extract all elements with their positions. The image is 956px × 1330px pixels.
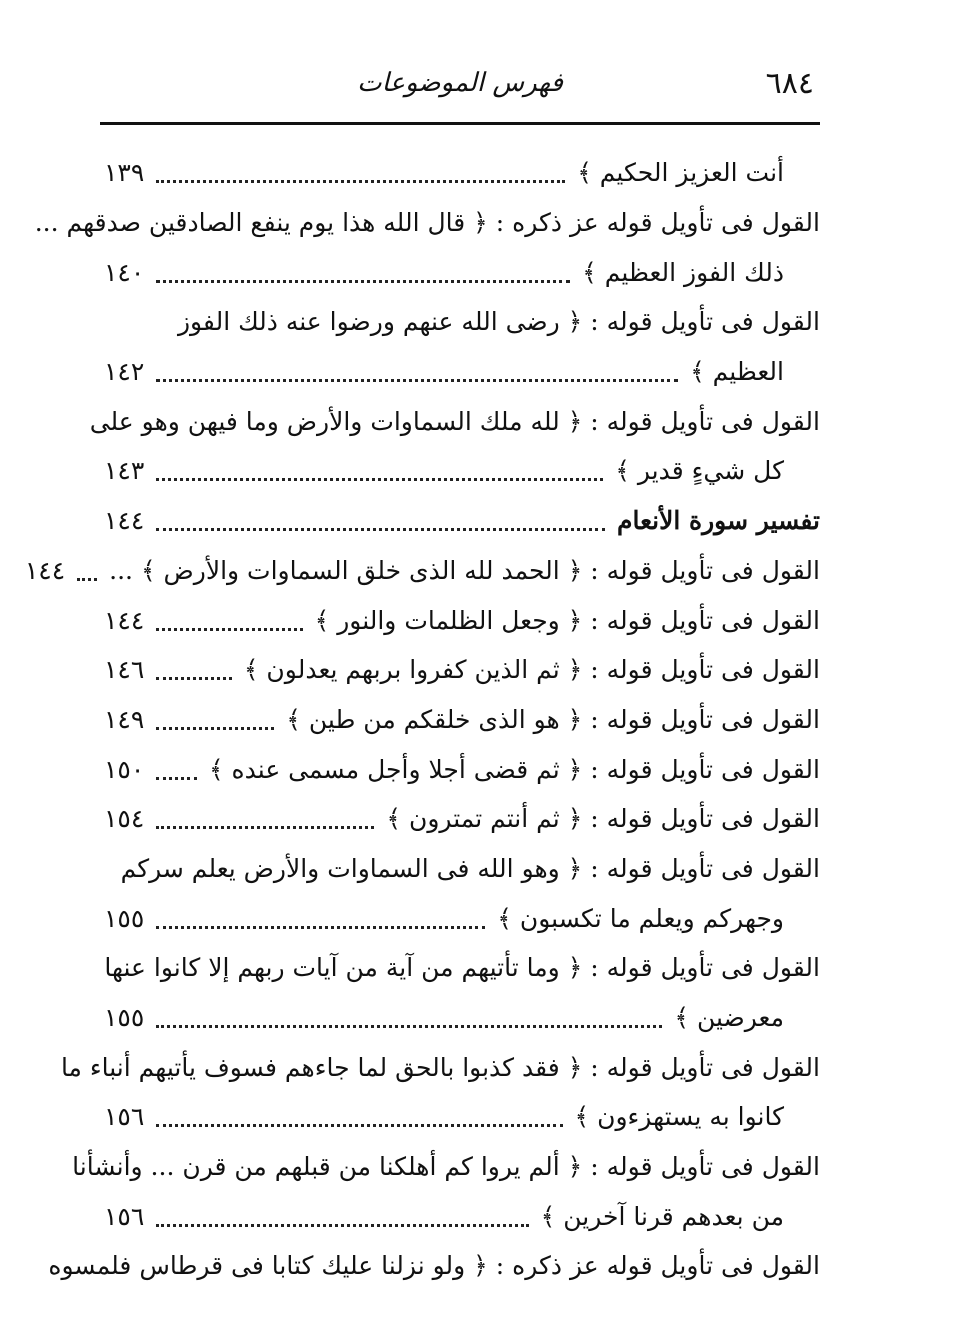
entry-page: ١٤٤ bbox=[104, 506, 145, 536]
entry-page: ١٣٩ bbox=[104, 158, 145, 188]
entry-text: القول فى تأويل قوله : ﴿ فقد كذبوا بالحق لما جاءهم فسوف يأتيهم أنباء ما bbox=[60, 1052, 820, 1082]
entry-text: القول فى تأويل قوله : ﴿ وجعل الظلمات والنور ﴾ bbox=[314, 605, 820, 635]
entry-text: القول فى تأويل قوله : ﴿ ثم قضى أجلا وأجل مسمى عنده ﴾ bbox=[208, 754, 820, 784]
entry-text: القول فى تأويل قوله : ﴿ ثم الذين كفروا بربهم يعدلون ﴾ bbox=[243, 655, 820, 685]
toc-entry bbox=[100, 794, 820, 844]
toc-entry bbox=[89, 396, 820, 446]
entry-page: ١٤٦ bbox=[104, 655, 145, 685]
entry-page: ١٤٣ bbox=[104, 456, 145, 486]
entry-text: العظيم ﴾ bbox=[690, 357, 784, 387]
toc-entry bbox=[100, 1191, 820, 1241]
entry-text: القول فى تأويل قوله : ﴿ ألم يروا كم أهلكنا من قبلهم من قرن ... وأنشأنا bbox=[72, 1152, 820, 1182]
entry-text: القول فى تأويل قوله : ﴿ هو الذى خلقكم من طين ﴾ bbox=[286, 704, 820, 734]
entry-text: معرضين ﴾ bbox=[674, 1003, 784, 1033]
entry-page: ١٤٠ bbox=[104, 257, 145, 287]
page-header bbox=[100, 58, 820, 125]
entry-page: ١٤٩ bbox=[104, 704, 145, 734]
toc-entry bbox=[100, 645, 820, 695]
entry-text: كانوا به يستهزءون ﴾ bbox=[574, 1102, 784, 1132]
entry-page: ١٥٤ bbox=[104, 804, 145, 834]
toc-entry bbox=[100, 247, 820, 297]
entry-page: ١٥٥ bbox=[104, 1003, 145, 1033]
page-number: ٦٨٤ bbox=[765, 66, 814, 101]
dot-leader bbox=[156, 727, 274, 730]
dot-leader bbox=[156, 677, 232, 680]
entry-text: القول فى تأويل قوله عز ذكره : ﴿ قال الله هذا يوم ينفع الصادقين صدقهم ... bbox=[34, 208, 820, 238]
dot-leader bbox=[77, 578, 97, 581]
toc-entry bbox=[100, 744, 820, 794]
dot-leader bbox=[156, 280, 570, 283]
toc-entry bbox=[100, 595, 820, 645]
dot-leader bbox=[156, 1224, 528, 1227]
entry-page: ١٥٦ bbox=[104, 1102, 145, 1132]
toc-entry bbox=[34, 198, 820, 248]
toc-entry bbox=[100, 893, 820, 943]
dot-leader bbox=[156, 379, 678, 382]
table-of-contents bbox=[24, 148, 820, 1291]
toc-entry bbox=[100, 695, 820, 745]
toc-entry bbox=[100, 993, 820, 1043]
entry-text: القول فى تأويل قوله : ﴿ رضى الله عنهم ورضوا عنه ذلك الفوز bbox=[177, 307, 820, 337]
dot-leader bbox=[156, 1124, 562, 1127]
entry-page: ١٤٢ bbox=[104, 357, 145, 387]
running-title: فهرس الموضوعات bbox=[357, 68, 563, 98]
toc-section-heading bbox=[100, 496, 820, 546]
toc-entry bbox=[100, 844, 820, 894]
toc-entry bbox=[100, 148, 820, 198]
entry-text: القول فى تأويل قوله عز ذكره : ﴿ ولو نزلنا عليك كتابا فى قرطاس فلمسوه bbox=[48, 1251, 820, 1281]
entry-text: تفسير سورة الأنعام bbox=[616, 506, 820, 536]
toc-entry bbox=[72, 1142, 820, 1192]
entry-text: كل شيءٍ قدير ﴾ bbox=[615, 456, 784, 486]
entry-text: القول فى تأويل قوله : ﴿ وهو الله فى السماوات والأرض يعلم سركم bbox=[120, 853, 820, 883]
entry-text: القول فى تأويل قوله : ﴿ وما تأتيهم من آية من آيات ربهم إلا كانوا عنها bbox=[104, 953, 820, 983]
dot-leader bbox=[156, 180, 565, 183]
entry-page: ١٤٤ bbox=[104, 605, 145, 635]
entry-text: القول فى تأويل قوله : ﴿ لله ملك السماوات والأرض وما فيهن وهو على bbox=[89, 406, 820, 436]
toc-entry bbox=[100, 1092, 820, 1142]
entry-page: ١٥٦ bbox=[104, 1201, 145, 1231]
dot-leader bbox=[156, 528, 605, 531]
toc-entry bbox=[100, 347, 820, 397]
toc-entry bbox=[100, 446, 820, 496]
toc-entry bbox=[48, 1241, 820, 1291]
dot-leader bbox=[156, 1025, 662, 1028]
dot-leader bbox=[156, 628, 302, 631]
entry-text: القول فى تأويل قوله : ﴿ ثم أنتم تمترون ﴾ bbox=[386, 804, 820, 834]
entry-text: القول فى تأويل قوله : ﴿ الحمد لله الذى خلق السماوات والأرض ﴾ ... bbox=[109, 555, 820, 585]
dot-leader bbox=[156, 777, 197, 780]
dot-leader bbox=[156, 826, 374, 829]
toc-entry bbox=[100, 943, 820, 993]
entry-text: وجهركم ويعلم ما تكسبون ﴾ bbox=[497, 903, 784, 933]
entry-text: أنت العزيز الحكيم ﴾ bbox=[577, 158, 784, 188]
dot-leader bbox=[156, 478, 603, 481]
entry-page: ١٥٥ bbox=[104, 903, 145, 933]
toc-entry bbox=[100, 297, 820, 347]
toc-entry bbox=[60, 1042, 820, 1092]
entry-text: من بعدهم قرنا آخرين ﴾ bbox=[540, 1201, 784, 1231]
entry-text: ذلك الفوز العظيم ﴾ bbox=[582, 257, 784, 287]
entry-page: ١٥٠ bbox=[104, 754, 145, 784]
entry-page: ١٤٤ bbox=[24, 555, 66, 585]
toc-entry bbox=[24, 546, 820, 596]
dot-leader bbox=[156, 926, 485, 929]
